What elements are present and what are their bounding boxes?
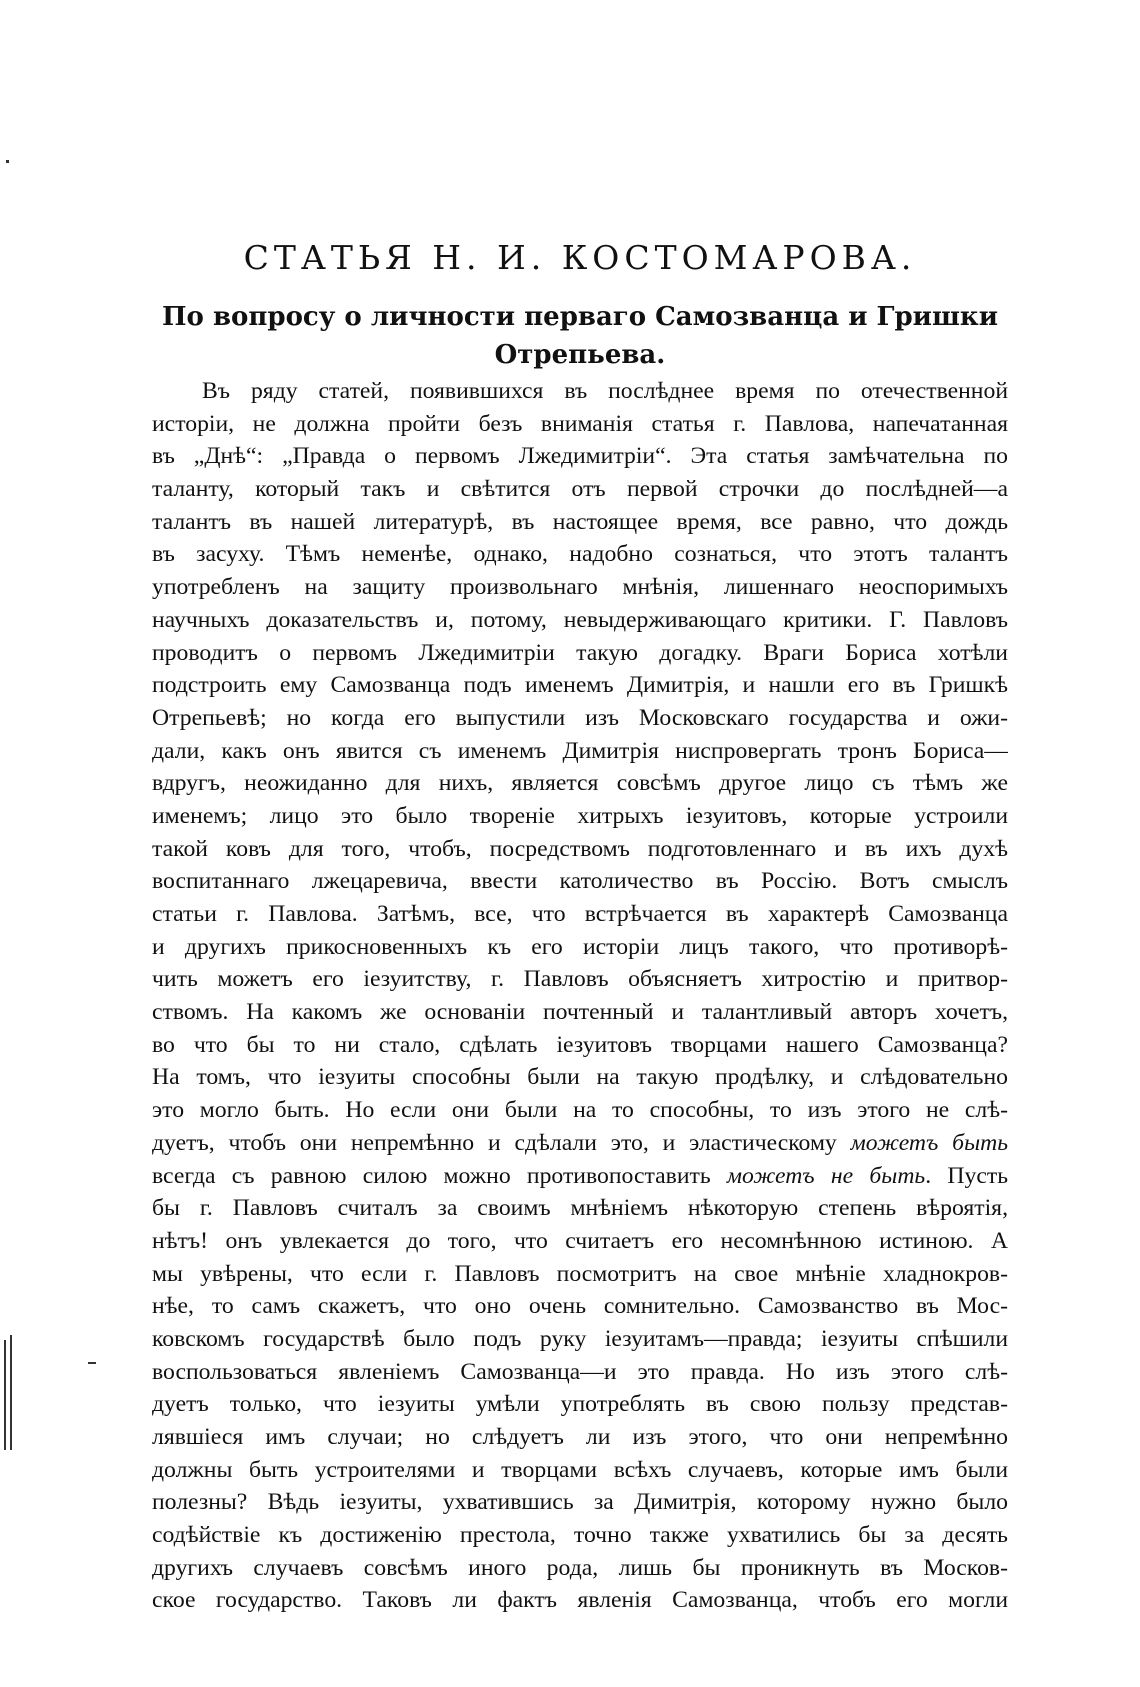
text-line: во что бы то ни стало, сдѣлать іезуитовъ творцами нашего Самозванца? (152, 1031, 1008, 1058)
subtitle-line-1: По вопросу о личности перваго Самозванца и Гришки (162, 302, 998, 332)
subtitle-line-2: Отрепьева. (494, 340, 666, 370)
article-body (152, 375, 1008, 1617)
text-line: проводитъ о первомъ Лжедимитріи такую догадку. Враги Бориса хотѣли (152, 639, 1008, 666)
text-line-mixed (152, 1160, 1008, 1193)
text-line-mixed (152, 1127, 1008, 1160)
text-line: именемъ; лицо это было твореніе хитрыхъ іезуитовъ, которые устроили (152, 802, 1008, 829)
text-line: полезны? Вѣдь іезуиты, ухватившись за Димитрія, которому нужно было (152, 1489, 1008, 1516)
text-line: статьи г. Павлова. Затѣмъ, все, что встрѣчается въ характерѣ Самозванца (152, 901, 1008, 927)
text-line: лявшіеся имъ случаи; но слѣдуетъ ли изъ этого, что они непремѣнно (152, 1424, 1008, 1450)
text-line: исторіи, не должна пройти безъ вниманія статья г. Павлова, напечатанная (152, 410, 1008, 437)
text-line: другихъ случаевъ совсѣмъ иного рода, лишь бы проникнуть въ Москов- (152, 1554, 1008, 1581)
text-line: нѣе, то самъ скажетъ, что оно очень сомнительно. Самозванство въ Мос- (152, 1293, 1008, 1320)
text-line: подстроить ему Самозванца подъ именемъ Димитрія, и нашли его въ Гришкѣ (152, 672, 1008, 699)
text-line: ствомъ. На какомъ же основаніи почтенный и талантливый авторъ хочетъ, (152, 999, 1008, 1026)
article-subtitle (130, 298, 1030, 374)
text-line: На томъ, что іезуиты способны были на такую продѣлку, и слѣдовательно (152, 1064, 1008, 1091)
text-line: содѣйствіе къ достиженію престола, точно также ухватились бы за десять (152, 1522, 1008, 1549)
text-line: употребленъ на защиту произвольнаго мнѣнія, лишеннаго неоспоримыхъ (152, 574, 1008, 601)
text-line: воспользоваться явленіемъ Самозванца—и это правда. Но изъ этого слѣ- (152, 1358, 1008, 1385)
text-line: чить можетъ его іезуитству, г. Павловъ объясняетъ хитростію и притвор- (152, 966, 1008, 993)
text-line: нѣтъ! онъ увлекается до того, что считаетъ его несомнѣнною истиною. А (152, 1227, 1008, 1254)
text-line: дуетъ только, что іезуиты умѣли употреблять въ свою пользу представ- (152, 1391, 1008, 1418)
text-line: дали, какъ онъ явится съ именемъ Димитрія ниспровергать тронъ Бориса— (152, 737, 1008, 764)
text-line: таланту, который такъ и свѣтится отъ первой строчки до послѣдней—а (152, 476, 1008, 503)
text-line: научныхъ доказательствъ и, потому, невыдерживающаго критики. Г. Павловъ (152, 606, 1008, 633)
article-title: СТАТЬЯ Н. И. КОСТОМАРОВА. (243, 238, 917, 277)
text-line: въ засуху. Тѣмъ неменѣе, однако, надобно сознаться, что этотъ талантъ (152, 541, 1008, 568)
text-line: въ „Днѣ“: „Правда о первомъ Лжедимитріи“. Эта статья замѣчательна по (152, 443, 1008, 470)
text-line: бы г. Павловъ считалъ за своимъ мнѣніемъ нѣкоторую степень вѣроятія, (152, 1195, 1008, 1222)
text-line: Отрепьевѣ; но когда его выпустили изъ Московскаго государства и ожи- (152, 704, 1008, 731)
text-line: Въ ряду статей, появившихся въ послѣднее время по отечественной (202, 378, 1008, 404)
line-text: дуетъ, чтобъ они непремѣнно и сдѣлали это, и эластическому (152, 1129, 837, 1156)
text-line: должны быть устроителями и творцами всѣхъ случаевъ, которые имъ были (152, 1456, 1008, 1483)
text-line: воспитаннаго лжецаревича, ввести католичество въ Россію. Вотъ смыслъ (152, 868, 1008, 895)
line-text: всегда съ равною силою можно противопоставить (152, 1162, 711, 1189)
line-tail: . Пусть (925, 1162, 1008, 1189)
margin-rule (10, 1335, 12, 1450)
text-line: мы увѣрены, что если г. Павловъ посмотритъ на свое мнѣніе хладнокров- (152, 1260, 1008, 1287)
text-line: это могло быть. Но если они были на то способны, то изъ этого не слѣ- (152, 1097, 1008, 1124)
text-line: ковскомъ государствѣ было подъ руку іезуитамъ—правда; іезуиты спѣшили (152, 1325, 1008, 1352)
italic-phrase: можетъ не быть (726, 1162, 926, 1189)
italic-phrase: можетъ быть (850, 1129, 1008, 1156)
text-line: ское государство. Таковъ ли фактъ явленія Самозванца, чтобъ его могли (152, 1587, 1008, 1614)
text-line: талантъ въ нашей литературѣ, въ настоящее время, все равно, что дождь (152, 508, 1008, 535)
margin-rule (4, 1340, 6, 1450)
text-line: вдругъ, неожиданно для нихъ, является совсѣмъ другое лицо съ тѣмъ же (152, 770, 1008, 797)
text-line: и другихъ прикосновенныхъ къ его исторіи лицъ такого, что противорѣ- (152, 933, 1008, 960)
margin-speck (6, 160, 9, 163)
margin-dash (88, 1362, 96, 1364)
text-line: такой ковъ для того, чтобъ, посредствомъ подготовленнаго и въ ихъ духѣ (152, 835, 1008, 862)
